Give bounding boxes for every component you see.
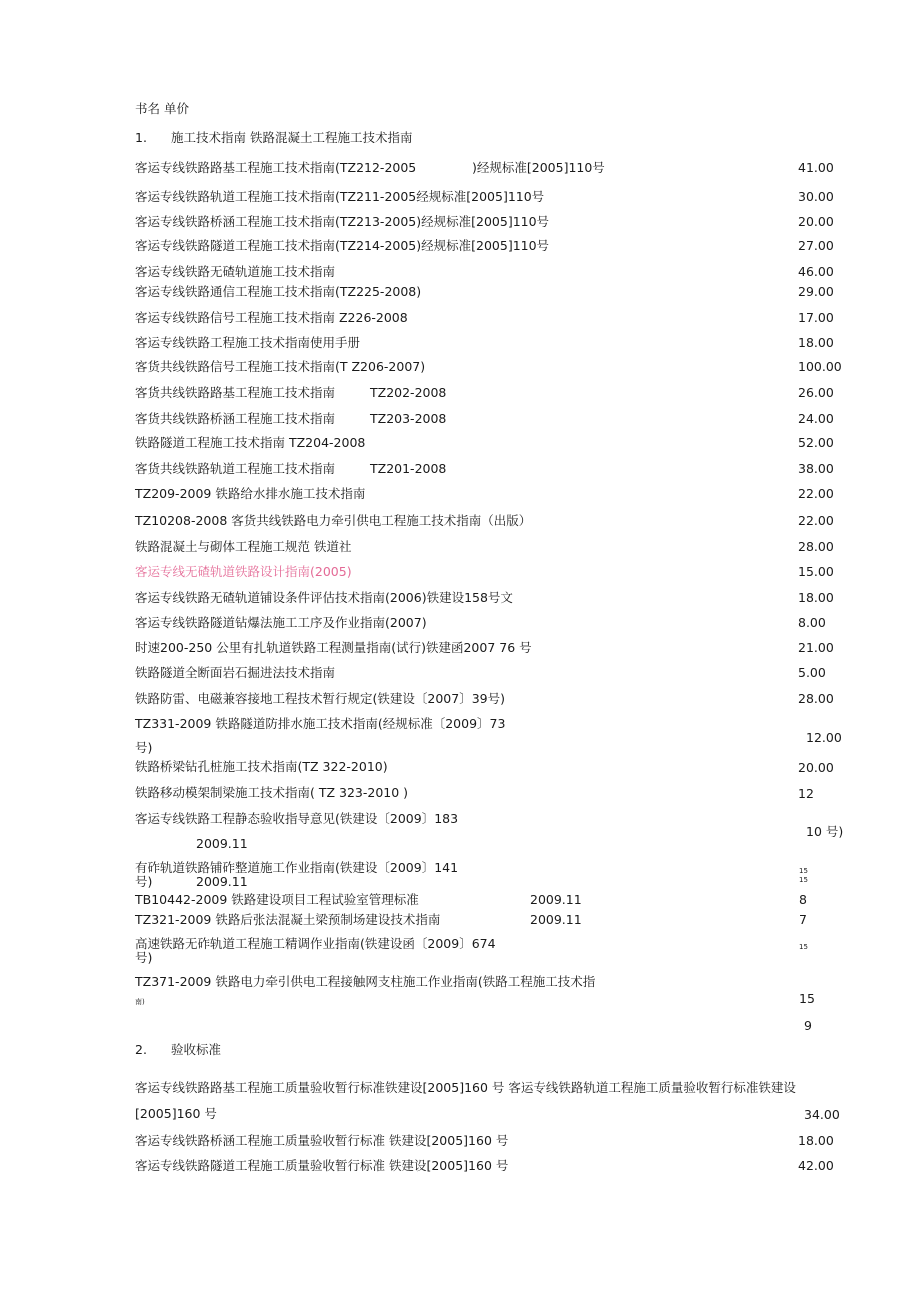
book-price: 41.00: [798, 160, 834, 175]
book-title: 铁路隧道全断面岩石掘进法技术指南: [135, 665, 336, 680]
book-title: TZ209-2009 铁路给水排水施工技术指南: [135, 486, 366, 501]
book-price: 5.00: [798, 665, 826, 680]
book-price: 21.00: [798, 640, 834, 655]
book-title: 铁路移动模架制梁施工技术指南( TZ 323-2010 ): [135, 785, 409, 800]
book-title: 客货共线铁路信号工程施工技术指南(T Z206-2007): [135, 359, 426, 374]
book-price: 28.00: [798, 691, 834, 706]
book-title-wrap: 号): [135, 950, 153, 965]
book-price: 28.00: [798, 539, 834, 554]
book-title: 时速200-250 公里有扎轨道铁路工程测量指南(试行)铁建函2007 76 号: [135, 640, 532, 655]
section-title: 施工技术指南 铁路混凝土工程施工技术指南: [171, 130, 413, 145]
book-price: 30.00: [798, 189, 834, 204]
book-title: 客运专线铁路路基工程施工技术指南(TZ212-2005: [135, 160, 417, 175]
book-title: TB10442-2009 铁路建设项目工程试验室管理标准: [135, 892, 419, 907]
book-title: 铁路防雷、电磁兼容接地工程技术暂行规定(铁建设〔2007〕39号): [135, 691, 505, 706]
section-number: 2.: [135, 1042, 147, 1057]
book-price: 24.00: [798, 411, 834, 426]
book-standard: TZ202-2008: [370, 385, 447, 400]
book-date: 2009.11: [196, 836, 248, 851]
section-title: 验收标准: [171, 1042, 222, 1057]
book-title-wrap: 南): [135, 998, 145, 1006]
book-title: 客运专线铁路桥涵工程施工质量验收暂行标准 铁建设[2005]160 号: [135, 1133, 509, 1148]
book-title: 客运专线铁路轨道工程施工技术指南(TZ211-2005经规标准[2005]110号: [135, 189, 545, 204]
book-price: 38.00: [798, 461, 834, 476]
book-title-wrap: [2005]160 号: [135, 1106, 217, 1121]
book-title: 客货共线铁路桥涵工程施工技术指南: [135, 411, 336, 426]
book-title: 客运专线铁路工程静态验收指导意见(铁建设〔2009〕183: [135, 811, 459, 826]
book-title: 客运专线铁路桥涵工程施工技术指南(TZ213-2005)经规标准[2005]110号: [135, 214, 550, 229]
book-price: 18.00: [798, 590, 834, 605]
book-title-wrap: 号): [135, 874, 153, 889]
book-price: 12: [798, 786, 814, 801]
book-title: 铁路桥梁钻孔桩施工技术指南(TZ 322-2010): [135, 759, 388, 774]
book-title: TZ331-2009 铁路隧道防排水施工技术指南(经规标准〔2009〕73: [135, 716, 506, 731]
book-title: 客运专线铁路隧道钻爆法施工工序及作业指南(2007): [135, 615, 427, 630]
header-label: 书名 单价: [135, 101, 189, 116]
book-title: 客运专线铁路无碴轨道铺设条件评估技术指南(2006)铁建设158号文: [135, 590, 513, 605]
book-title: 客运专线铁路通信工程施工技术指南(TZ225-2008): [135, 284, 422, 299]
book-title: TZ321-2009 铁路后张法混凝土梁预制场建设技术指南: [135, 912, 441, 927]
book-date: 2009.11: [196, 874, 248, 889]
book-title: 客运专线铁路信号工程施工技术指南 Z226-2008: [135, 310, 408, 325]
book-price: 15: [799, 991, 815, 1006]
book-title: 客运专线铁路隧道工程施工质量验收暂行标准 铁建设[2005]160 号: [135, 1158, 509, 1173]
book-price: 10 号): [806, 824, 844, 839]
book-price: 17.00: [798, 310, 834, 325]
book-price: 20.00: [798, 214, 834, 229]
book-title: 客运专线铁路工程施工技术指南使用手册: [135, 335, 361, 350]
book-title: 客货共线铁路轨道工程施工技术指南: [135, 461, 336, 476]
book-price: 100.00: [798, 359, 842, 374]
book-standard: TZ203-2008: [370, 411, 447, 426]
book-price: 9: [804, 1018, 812, 1033]
book-price: 26.00: [798, 385, 834, 400]
book-price: 22.00: [798, 513, 834, 528]
book-title-highlighted: 客运专线无碴轨道铁路设计指南(2005): [135, 564, 352, 579]
book-standard: TZ201-2008: [370, 461, 447, 476]
book-price: 42.00: [798, 1158, 834, 1173]
book-standard: )经规标准[2005]110号: [472, 160, 605, 175]
book-title: 客运专线铁路无碴轨道施工技术指南: [135, 264, 336, 279]
book-price: 34.00: [804, 1107, 840, 1122]
book-title: 有砟轨道铁路铺砟整道施工作业指南(铁建设〔2009〕141: [135, 860, 459, 875]
book-title: TZ371-2009 铁路电力牵引供电工程接触网支柱施工作业指南(铁路工程施工技术指: [135, 974, 596, 989]
book-date: 2009.11: [530, 892, 582, 907]
book-title: TZ10208-2008 客货共线铁路电力牵引供电工程施工技术指南（出版）: [135, 513, 532, 528]
book-title: 客运专线铁路路基工程施工质量验收暂行标准铁建设[2005]160 号 客运专线铁路轨道工程施工质量验收暂行标准铁建设: [135, 1080, 796, 1095]
book-price: 15: [799, 867, 808, 875]
book-price: 46.00: [798, 264, 834, 279]
book-title: 铁路隧道工程施工技术指南 TZ204-2008: [135, 435, 366, 450]
book-price: 29.00: [798, 284, 834, 299]
book-price: 8: [799, 892, 807, 907]
book-price: 15: [799, 876, 808, 884]
section-number: 1.: [135, 130, 147, 145]
book-date: 2009.11: [530, 912, 582, 927]
book-price: 15.00: [798, 564, 834, 579]
book-price: 8.00: [798, 615, 826, 630]
book-price: 18.00: [798, 1133, 834, 1148]
book-price: 20.00: [798, 760, 834, 775]
book-title: 客货共线铁路路基工程施工技术指南: [135, 385, 336, 400]
book-price: 52.00: [798, 435, 834, 450]
book-price: 18.00: [798, 335, 834, 350]
book-title: 铁路混凝土与砌体工程施工规范 铁道社: [135, 539, 352, 554]
book-price: 7: [799, 912, 807, 927]
book-price: 27.00: [798, 238, 834, 253]
book-price: 15: [799, 943, 808, 951]
book-price: 12.00: [806, 730, 842, 745]
book-title-wrap: 号): [135, 740, 153, 755]
book-title: 高速铁路无砟轨道工程施工精调作业指南(铁建设函〔2009〕674: [135, 936, 496, 951]
book-price: 22.00: [798, 486, 834, 501]
book-title: 客运专线铁路隧道工程施工技术指南(TZ214-2005)经规标准[2005]110号: [135, 238, 550, 253]
